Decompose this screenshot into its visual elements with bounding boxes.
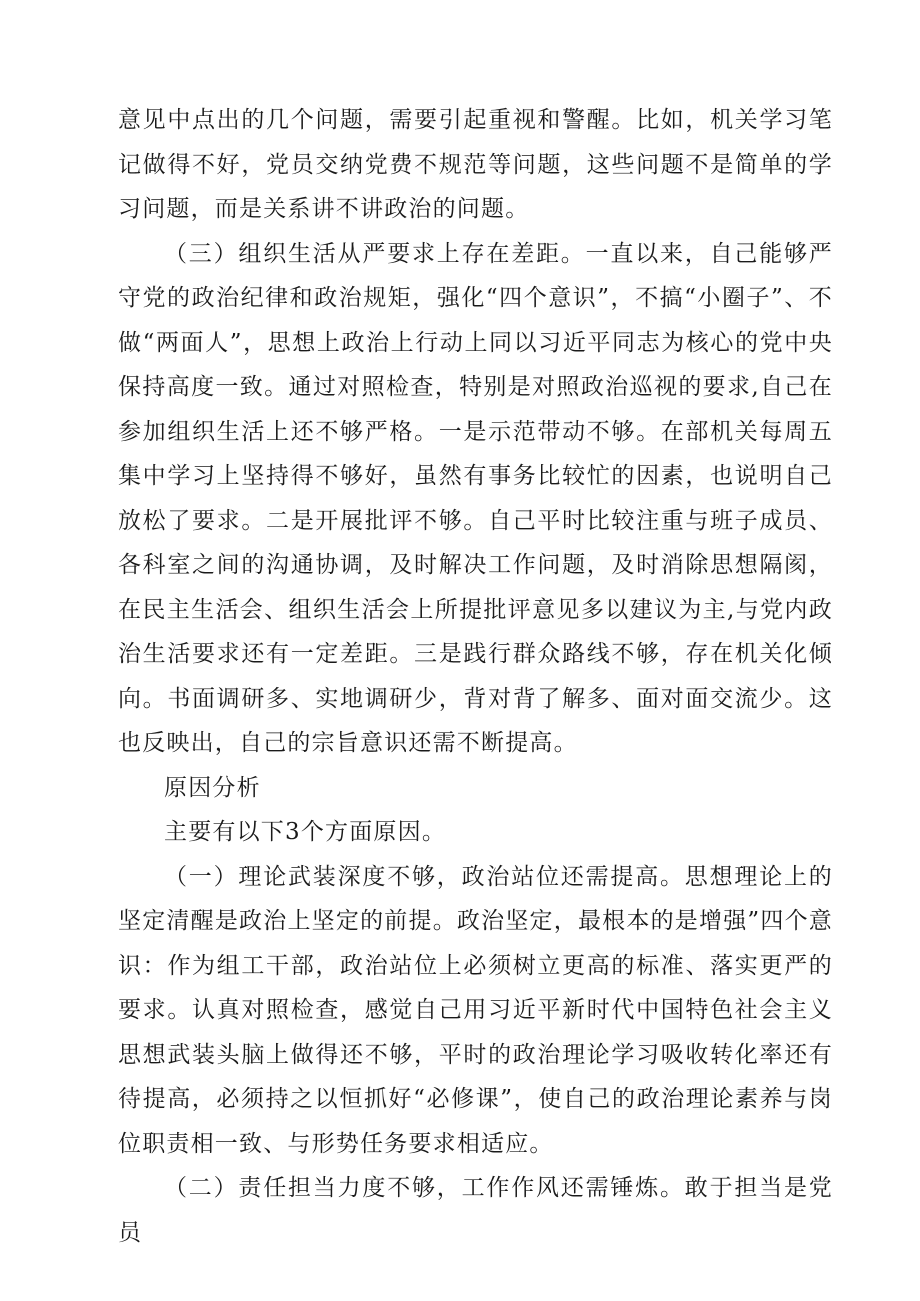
section-heading: 原因分析: [164, 774, 261, 801]
section-intro: 主要有以下3个方面原因。: [164, 819, 447, 845]
paragraph-cause-two: （二）责任担当力度不够，工作作风还需锤炼。敢于担当是党员: [118, 1175, 833, 1246]
paragraph-organization-life: （三）组织生活从严要求上存在差距。一直以来，自己能够严守党的政治纪律和政治规矩，强化“四个意识”，不搞“小圈子”、不做“两面人”，思想上政治上行动上同以习近平同志为核心的党中央保持高度一致。通过对照检查，特别是对照政治巡视的要求,自己在参加组织生活上还不够严格。一是示范带动不够。在部机关每周五集中学习上坚持得不够好，虽然有事务比较忙的因素，也说明自己放松了要求。二是开展批评不够。自己平时比较注重与班子成员、各科室之间的沟通协调，及时解决工作问题，及时消除思想隔阂，在民主生活会、组织生活会上所提批评意见多以建议为主,与党内政治生活要求还有一定差距。三是践行群众路线不够，存在机关化倾向。书面调研多、实地调研少，背对背了解多、面对面交流少。这也反映出，自己的宗旨意识还需不断提高。: [118, 240, 833, 756]
paragraph-cause-one: （一）理论武装深度不够，政治站位还需提高。思想理论上的坚定清醒是政治上坚定的前提。政治坚定，最根本的是增强”四个意识：作为组工干部，政治站位上必须树立更高的标准、落实更严的要求。认真对照检查，感觉自己用习近平新时代中国特色社会主义思想武装头脑上做得还不够，平时的政治理论学习吸收转化率还有待提高，必须持之以恒抓好“必修课”，使自己的政治理论素养与岗位职责相一致、与形势任务要求相适应。: [118, 863, 833, 1157]
paragraph-continuation: 意见中点出的几个问题，需要引起重视和警醒。比如，机关学习笔记做得不好，党员交纳党费不规范等问题，这些问题不是简单的学习问题，而是关系讲不讲政治的问题。: [118, 107, 833, 222]
document-body: [118, 98, 833, 1255]
